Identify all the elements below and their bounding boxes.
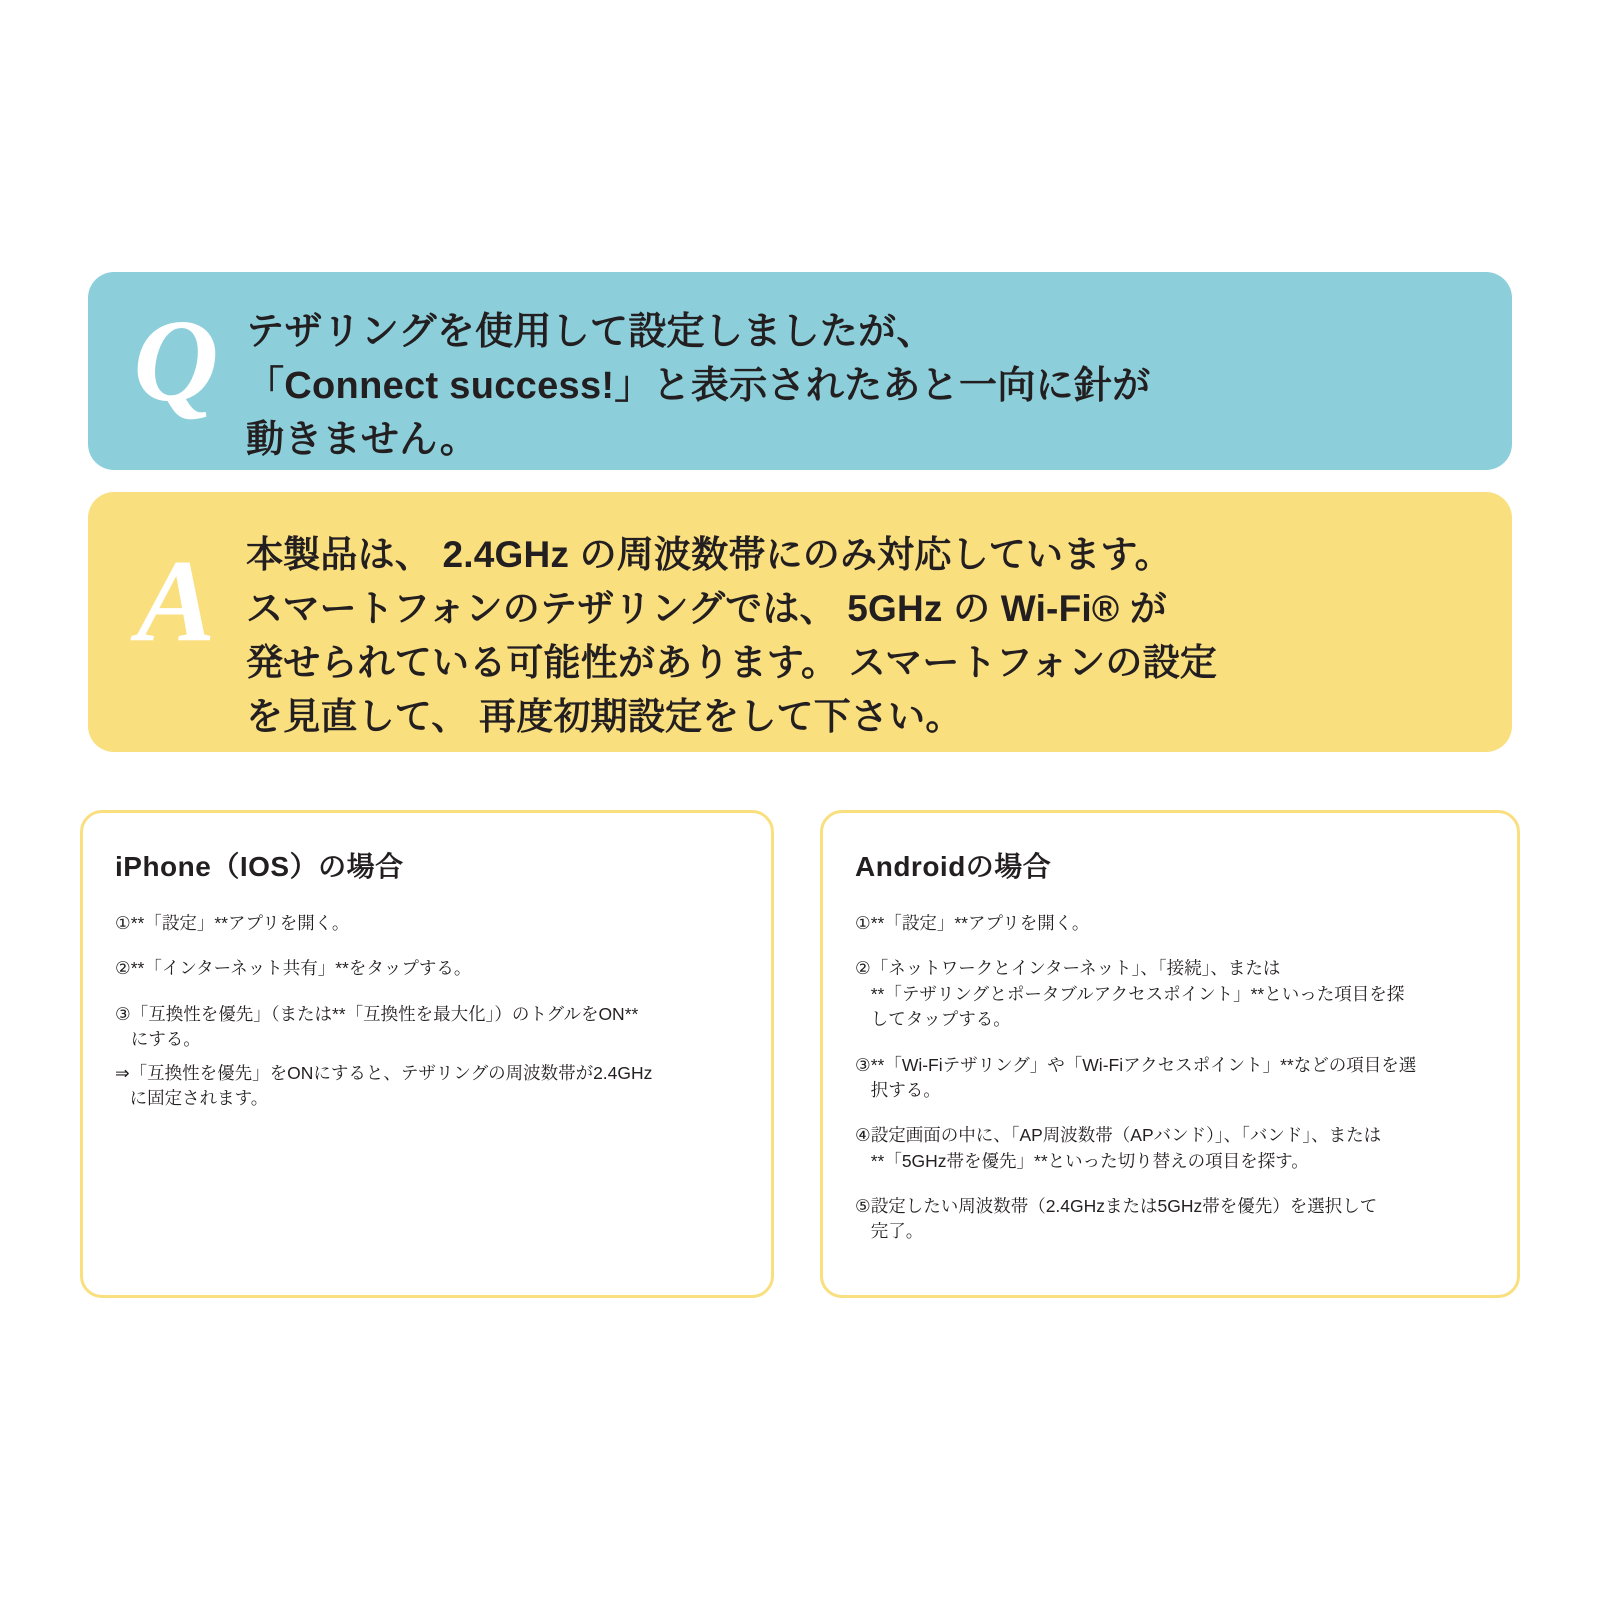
- step-line: してタップする。: [870, 1009, 1011, 1030]
- step-marker: ③: [115, 1003, 131, 1024]
- question-text: [246, 296, 1478, 468]
- step-line: **「Wi-Fiテザリング」や「Wi-Fiアクセスポイント」**などの項目を選: [870, 1054, 1417, 1075]
- question-line: 「Connect success!」と表示されたあと一向に針が: [246, 364, 1151, 407]
- question-letter: Q: [133, 295, 219, 426]
- step-body: [871, 1053, 1487, 1104]
- step-body: [871, 956, 1487, 1032]
- step-marker: ⑤: [855, 1196, 871, 1216]
- answer-block: [88, 492, 1512, 752]
- step-line: 「互換性を優先」をONにすると、テザリングの周波数帯が2.4GHz: [129, 1062, 653, 1083]
- step-line: **「設定」**アプリを開く。: [870, 913, 1090, 933]
- question-line: 動きません。: [246, 418, 479, 461]
- android-card-title: Androidの場合: [855, 851, 1052, 882]
- ios-instructions-card: [80, 810, 774, 1298]
- step-marker: ④: [855, 1125, 871, 1146]
- answer-letter: A: [136, 535, 216, 666]
- android-instructions-card: [820, 810, 1520, 1298]
- list-item: [855, 1194, 1487, 1245]
- step-line: に固定されます。: [129, 1087, 269, 1108]
- answer-line: スマートフォンのテザリングでは、 5GHz の Wi-Fi® が: [246, 588, 1167, 630]
- ios-card-title: iPhone（IOS）の場合: [115, 851, 404, 882]
- step-marker: ⇒: [115, 1062, 130, 1083]
- answer-text: [246, 514, 1478, 744]
- step-line: 設定したい周波数帯（2.4GHzまたは5GHz帯を優先）を選択して: [870, 1196, 1378, 1216]
- step-line: **「テザリングとポータブルアクセスポイント」**といった項目を探: [870, 983, 1405, 1004]
- list-item: [115, 1002, 741, 1053]
- step-body: [871, 1123, 1487, 1174]
- step-body: [871, 1194, 1487, 1245]
- step-marker: ①: [855, 913, 871, 933]
- step-marker: ①: [115, 913, 131, 933]
- list-item: [855, 911, 1487, 936]
- step-line: 「ネットワークとインターネット」、「接続」、または: [870, 958, 1281, 979]
- step-body: [131, 1002, 741, 1053]
- answer-line: 発せられている可能性があります。 スマートフォンの設定: [246, 642, 1218, 684]
- step-line: 設定画面の中に、「AP周波数帯（APバンド）」、「バンド」、または: [870, 1125, 1382, 1146]
- step-line: にする。: [130, 1029, 201, 1050]
- step-line: 択する。: [870, 1079, 941, 1100]
- step-marker: ②: [115, 958, 131, 979]
- step-body: [131, 956, 741, 981]
- step-marker: ③: [855, 1054, 871, 1075]
- question-line: テザリングを使用して設定しましたが、: [246, 311, 935, 353]
- step-marker: ②: [855, 958, 871, 979]
- list-item: [115, 956, 741, 981]
- answer-line: を見直して、 再度初期設定をして下さい。: [246, 696, 963, 738]
- step-line: 完了。: [870, 1221, 924, 1242]
- list-item: [115, 911, 741, 936]
- step-line: **「5GHz帯を優先」**といった切り替えの項目を探す。: [870, 1150, 1309, 1171]
- step-line: **「インターネット共有」**をタップする。: [130, 958, 472, 979]
- step-body: [130, 1061, 741, 1112]
- step-body: [131, 911, 741, 936]
- list-item: [855, 1053, 1487, 1104]
- list-item: [855, 956, 1487, 1032]
- step-line: 「互換性を優先」（または**「互換性を最大化」）のトグルをON**: [130, 1003, 639, 1024]
- answer-line: 本製品は、 2.4GHz の周波数帯にのみ対応しています。: [246, 534, 1172, 575]
- step-body: [871, 911, 1487, 936]
- list-item: [855, 1123, 1487, 1174]
- step-line: **「設定」**アプリを開く。: [130, 913, 350, 933]
- question-block: [88, 272, 1512, 470]
- list-item: [115, 1061, 741, 1112]
